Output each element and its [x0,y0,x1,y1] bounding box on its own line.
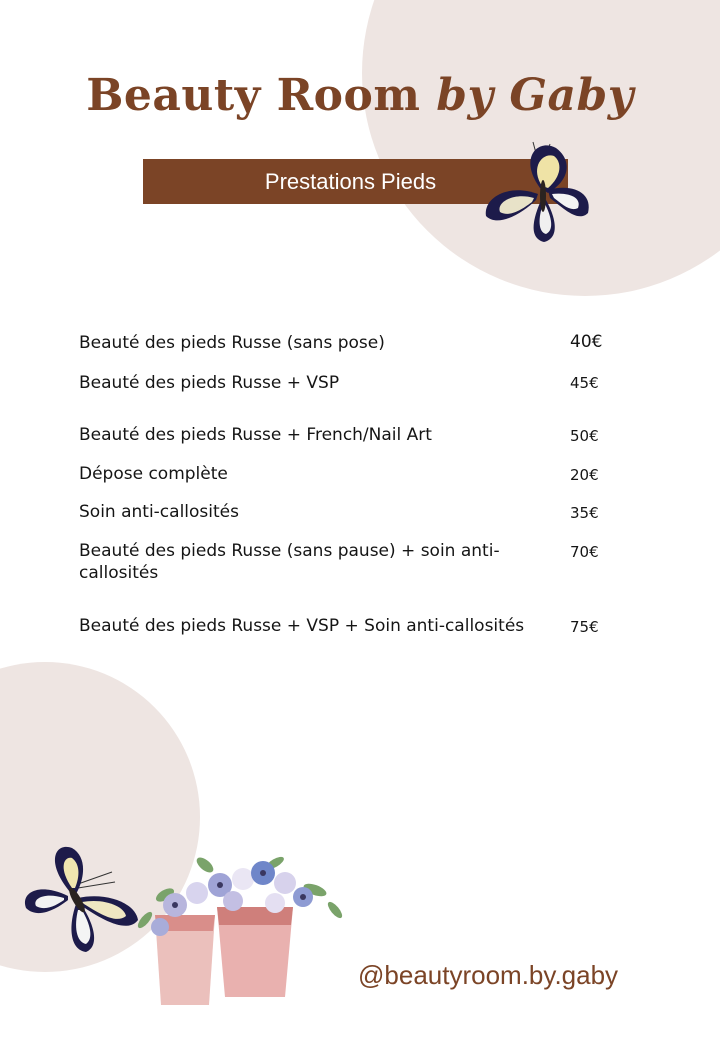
service-name: Beauté des pieds Russe + French/Nail Art [79,425,432,445]
list-item [79,463,639,485]
service-price: 70€ [570,543,599,561]
service-name: Dépose complète [79,464,228,484]
instagram-handle: @beautyroom.by.gaby [358,960,619,990]
service-price: 40€ [570,332,603,352]
service-price: 45€ [570,374,599,392]
service-name: Beauté des pieds Russe + VSP [79,373,340,393]
service-name: Beauté des pieds Russe (sans pause) + soin anti-callosités [79,541,500,583]
list-item [79,424,639,446]
banner-label: Prestations Pieds [264,168,437,194]
flower-pots-illustration [125,845,355,1010]
list-item [79,615,639,637]
service-price: 20€ [570,466,599,484]
list-item [79,372,639,394]
title-main: Beauty Room [86,70,421,121]
title-italic: by Gaby [436,70,634,121]
list-item [79,501,639,523]
service-price: 75€ [570,618,599,636]
service-price: 35€ [570,504,599,522]
service-name: Beauté des pieds Russe + VSP + Soin anti-callosités [79,616,525,636]
service-name: Soin anti-callosités [79,502,239,522]
list-item [79,332,639,354]
service-name: Beauté des pieds Russe (sans pose) [79,333,385,353]
service-price: 50€ [570,427,599,445]
list-item [79,540,639,584]
page-title [0,70,720,121]
butterfly-icon [478,138,598,248]
